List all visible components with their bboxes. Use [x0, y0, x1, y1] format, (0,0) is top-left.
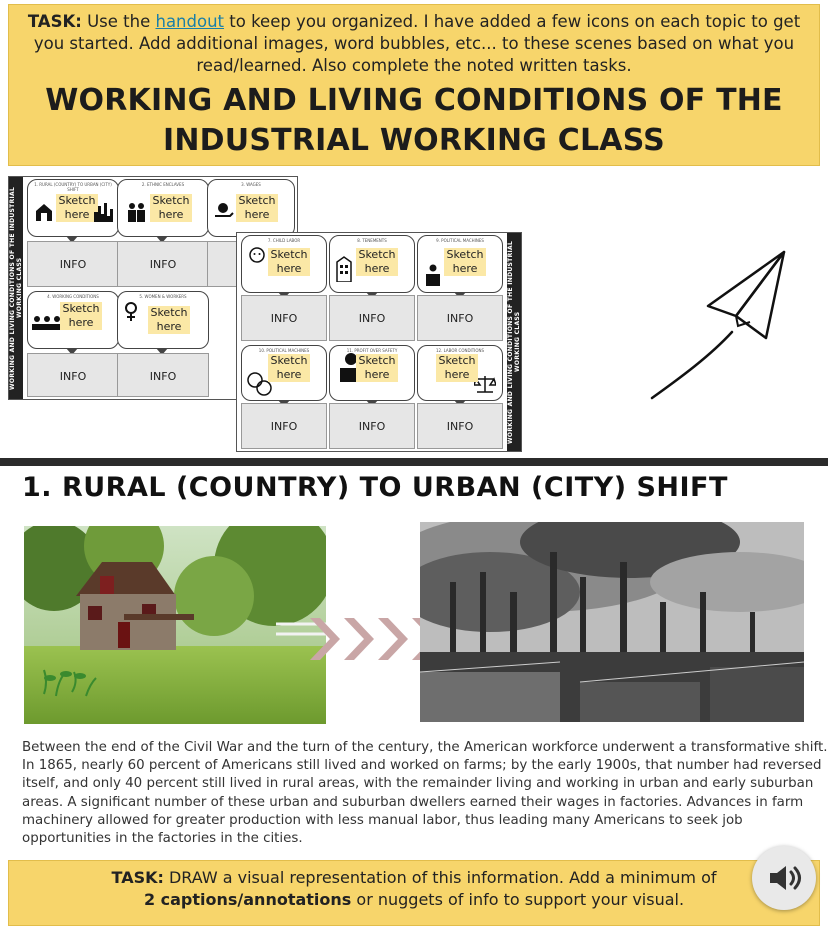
bubble-caption: 3. WAGES: [241, 182, 261, 187]
task-label: TASK:: [27, 12, 82, 31]
bubble-caption: 2. ETHNIC ENCLAVES: [141, 182, 185, 187]
sketch-label: Sketch here: [268, 354, 310, 382]
task-box-top: [8, 4, 820, 166]
money-hand-icon: [214, 202, 234, 220]
sketch-bubble[interactable]: [207, 179, 295, 237]
bubble-caption: 11. PROFIT OVER SAFETY: [346, 348, 398, 353]
task-text-b: or nuggets of info to support your visual.: [351, 890, 685, 909]
slide-title-line2: INDUSTRIAL WORKING CLASS: [163, 123, 665, 158]
sketch-bubble[interactable]: [417, 345, 503, 401]
sketch-bubble[interactable]: [27, 291, 119, 349]
bubble-caption: 9. POLITICAL MACHINES: [436, 238, 484, 243]
speaker-icon: [768, 864, 802, 892]
handout-side-title: WORKING AND LIVING CONDITIONS OF THE INDUSTRIAL WORKING CLASS: [507, 233, 521, 451]
info-box[interactable]: INFO: [27, 241, 119, 287]
handout-link[interactable]: handout: [155, 12, 225, 31]
bubble-caption: 12. LABOR CONDITIONS: [435, 348, 485, 353]
politician-podium-icon: [424, 264, 442, 286]
info-box[interactable]: INFO: [329, 295, 415, 341]
sketch-label: Sketch here: [150, 194, 192, 222]
sketch-label: Sketch here: [436, 354, 478, 382]
bubble-caption: 8. TENEMENTS: [357, 238, 387, 243]
sketch-bubble[interactable]: [27, 179, 119, 237]
handout-side-title: WORKING AND LIVING CONDITIONS OF THE INDUSTRIAL WORKING CLASS: [9, 177, 23, 399]
task-text-a: DRAW a visual representation of this information. Add a minimum of: [163, 868, 717, 887]
farmhouse-photo: [24, 526, 326, 724]
tenement-building-icon: [336, 256, 352, 282]
info-box[interactable]: INFO: [117, 353, 209, 397]
slide-2: [0, 466, 828, 936]
paper-airplane-icon: [640, 246, 800, 406]
sketch-bubble[interactable]: [417, 235, 503, 293]
info-box[interactable]: INFO: [329, 403, 415, 449]
sketch-label: Sketch here: [444, 248, 486, 276]
task-text-b: to keep you organized. I have added a few icons on each topic to get you started. Add additional images, word bubbles, etc... to these scenes based on what you read/learned. Also complete the noted written tasks.: [33, 12, 801, 75]
info-box[interactable]: INFO: [417, 403, 503, 449]
industrial-city-photo: [420, 522, 804, 722]
task-box-bottom: [8, 860, 820, 926]
sketch-label: Sketch here: [56, 194, 98, 222]
sketch-bubble[interactable]: [117, 291, 209, 349]
sketch-label: Sketch here: [148, 306, 190, 334]
sketch-bubble[interactable]: [329, 235, 415, 293]
audio-button[interactable]: [752, 846, 816, 910]
slide-title-line1: WORKING AND LIVING CONDITIONS OF THE: [45, 83, 783, 118]
workers-icon: [32, 316, 62, 330]
slide-1: [0, 0, 828, 458]
bubble-caption: 10. POLITICAL MACHINES: [258, 348, 310, 353]
sketch-bubble[interactable]: [241, 235, 327, 293]
bubble-caption: 7. CHILD LABOR: [267, 238, 301, 243]
info-box[interactable]: INFO: [417, 295, 503, 341]
sketch-label: Sketch here: [60, 302, 102, 330]
female-symbol-icon: [124, 302, 138, 322]
task-label: TASK:: [111, 868, 164, 887]
sketch-bubble[interactable]: [117, 179, 209, 237]
sketch-bubble[interactable]: [329, 345, 415, 401]
body-paragraph: Between the end of the Civil War and the turn of the century, the American workforce underwent a transformative shift. In 1865, nearly 60 percent of Americans still lived and worked on farms; by the early 1900s, that number had reversed itself, and only 40 percent still lived in rural areas, with the remainder living and working in urban and early suburban areas. A significant number of these urban and suburban dwellers earned their wages in factories. Advances in farm machinery allowed for greater production with less manual labor, thus leading many Americans to seek job opportunities in the factories in the cities.: [22, 740, 828, 847]
section-heading: 1. RURAL (COUNTRY) TO URBAN (CITY) SHIFT: [22, 472, 728, 503]
info-box[interactable]: INFO: [241, 295, 327, 341]
slide-divider: [0, 458, 828, 466]
info-box[interactable]: INFO: [117, 241, 209, 287]
task-line-2: [9, 889, 819, 911]
barn-icon: [34, 202, 54, 222]
city-skyline-icon: [94, 200, 116, 222]
bubble-caption: 5. WOMEN & WORKERS: [139, 294, 187, 299]
task-text-a: Use the: [81, 12, 156, 31]
family-icon: [126, 202, 148, 222]
bubble-caption: 1. RURAL (COUNTRY) TO URBAN (CITY) SHIFT: [34, 182, 112, 192]
sketch-bubble[interactable]: [241, 345, 327, 401]
slide-title: [9, 81, 819, 161]
sketch-label: Sketch here: [356, 248, 398, 276]
child-face-icon: [248, 246, 266, 264]
task-line-1: [9, 867, 819, 889]
task-instructions: [9, 5, 819, 77]
bubble-caption: 4. WORKING CONDITIONS: [47, 294, 99, 299]
handout-preview-front: [236, 232, 522, 452]
sketch-label: Sketch here: [236, 194, 278, 222]
sketch-label: Sketch here: [356, 354, 398, 382]
task-bold-text: 2 captions/annotations: [143, 890, 352, 909]
sketch-label: Sketch here: [268, 248, 310, 276]
info-box[interactable]: INFO: [27, 353, 119, 397]
info-box[interactable]: INFO: [241, 403, 327, 449]
